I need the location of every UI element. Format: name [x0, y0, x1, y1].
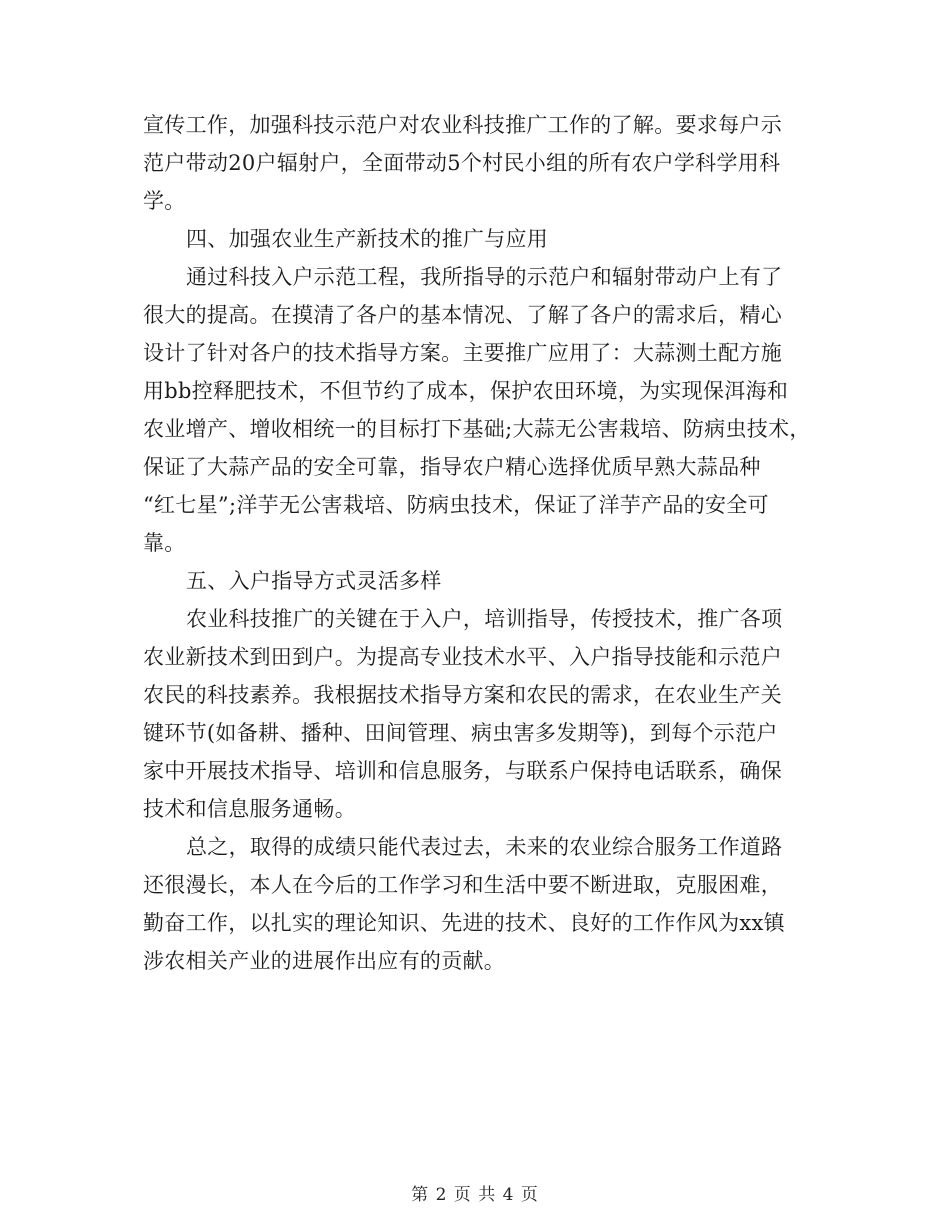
body-text-line: 农业新技术到田到户。为提高专业技术水平、入户指导技能和示范户 [143, 645, 782, 669]
body-text-line: 农民的科技素养。我根据技术指导方案和农民的需求，在农业生产关 [143, 683, 782, 707]
body-text-line: “红七星”;洋芋无公害栽培、防病虫技术，保证了洋芋产品的安全可 [143, 493, 769, 517]
page-number-footer: 第 2 页 共 4 页 [411, 1185, 539, 1205]
body-text-line: 设计了针对各户的技术指导方案。主要推广应用了：大蒜测土配方施 [143, 341, 782, 365]
body-text-line: 保证了大蒜产品的安全可靠，指导农户精心选择优质早熟大蒜品种 [143, 455, 761, 479]
body-text-line: 技术和信息服务通畅。 [143, 797, 356, 821]
body-text-line: 农业科技推广的关键在于入户，培训指导，传授技术，推广各项 [186, 607, 783, 631]
body-text-line: 键环节(如备耕、播种、田间管理、病虫害多发期等)，到每个示范户 [143, 721, 778, 745]
body-text-line: 靠。 [143, 531, 186, 555]
body-text-line: 通过科技入户示范工程，我所指导的示范户和辐射带动户上有了 [186, 265, 783, 289]
section-heading: 四、加强农业生产新技术的推广与应用 [186, 227, 549, 251]
body-text-line: 涉农相关产业的进展作出应有的贡献。 [143, 949, 506, 973]
body-text-line: 范户带动20户辐射户，全面带动5个村民小组的所有农户学科学用科 [143, 151, 781, 175]
body-text-line: 宣传工作，加强科技示范户对农业科技推广工作的了解。要求每户示 [143, 113, 782, 137]
body-text-line: 还很漫长，本人在今后的工作学习和生活中要不断进取，克服困难， [143, 873, 782, 897]
body-text-line: 很大的提高。在摸清了各户的基本情况、了解了各户的需求后，精心 [143, 303, 782, 327]
body-text-line: 用bb控释肥技术，不但节约了成本，保护农田环境，为实现保洱海和 [143, 379, 789, 403]
body-text-line: 勤奋工作，以扎实的理论知识、先进的技术、良好的工作作风为xx镇 [143, 911, 785, 935]
body-text-line: 家中开展技术指导、培训和信息服务，与联系户保持电话联系，确保 [143, 759, 782, 783]
section-heading: 五、入户指导方式灵活多样 [186, 569, 442, 593]
body-text-line: 学。 [143, 189, 186, 213]
body-text-line: 农业增产、增收相统一的目标打下基础;大蒜无公害栽培、防病虫技术， [143, 417, 811, 441]
body-text-line: 总之，取得的成绩只能代表过去，未来的农业综合服务工作道路 [186, 835, 783, 859]
